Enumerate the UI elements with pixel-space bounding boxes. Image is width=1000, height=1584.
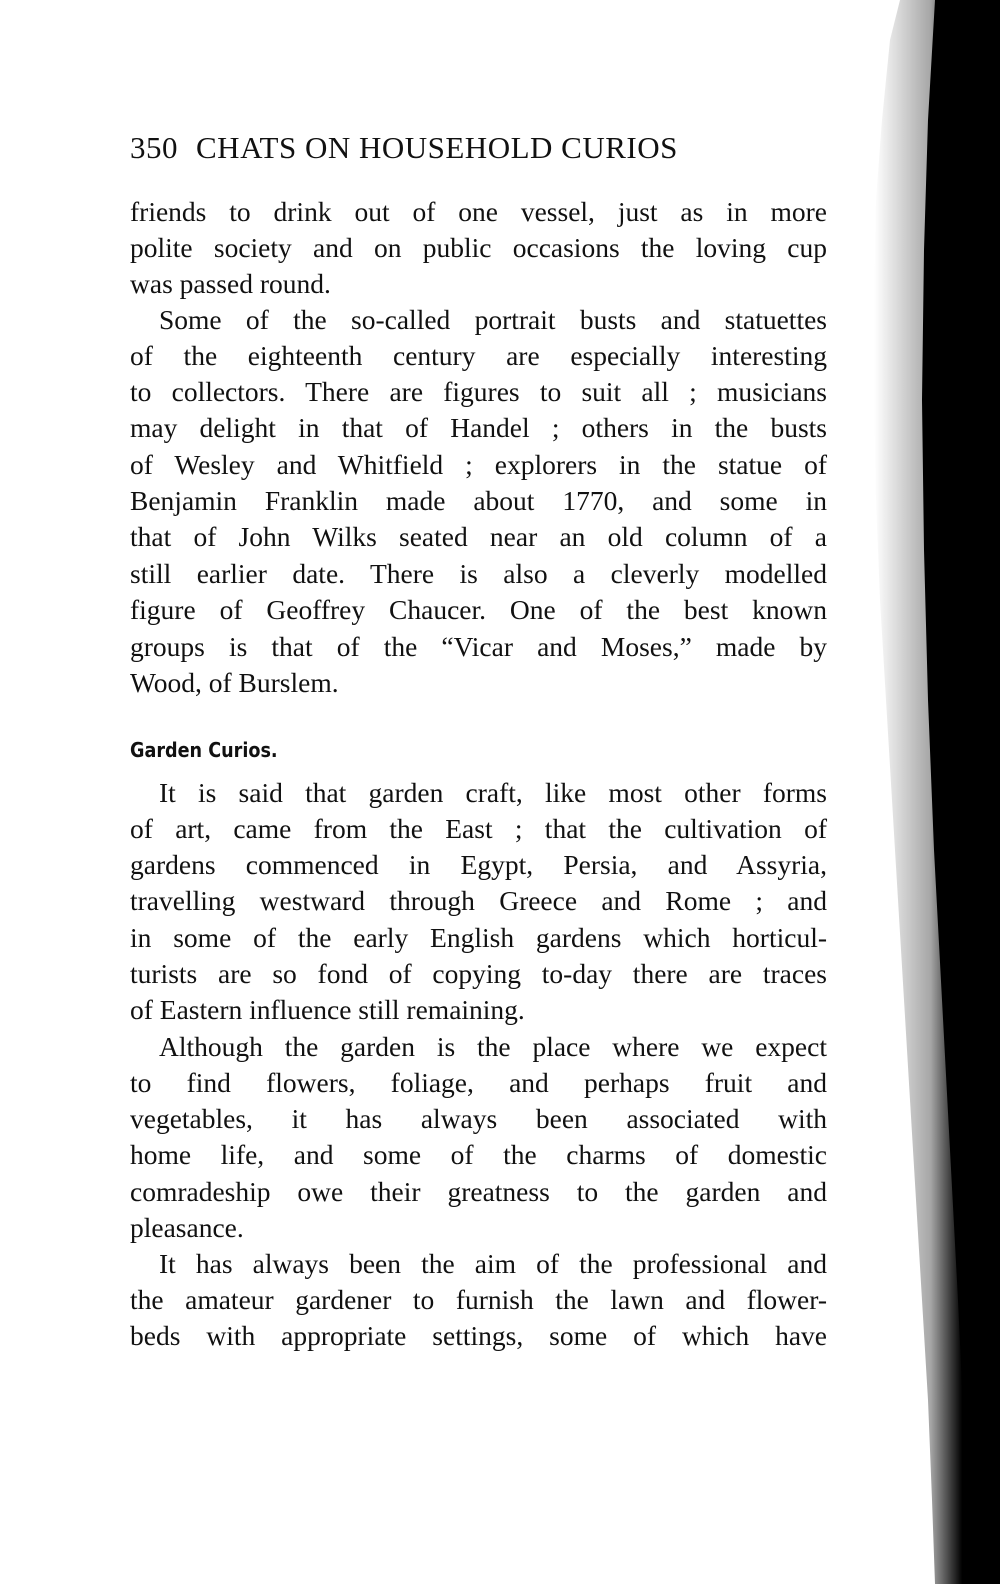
section-heading: Garden Curios.: [130, 738, 278, 762]
text-line: to find flowers, foliage, and perhaps fruit and: [130, 1067, 827, 1098]
text-line: the amateur gardener to furnish the lawn and flower-: [130, 1284, 827, 1315]
text-line: still earlier date. There is also a cleverly modelled: [130, 558, 827, 589]
running-head: [130, 128, 830, 168]
text-line: beds with appropriate settings, some of which have: [130, 1320, 827, 1351]
text-line: comradeship owe their greatness to the garden and: [130, 1176, 827, 1207]
text-line: in some of the early English gardens which horticul-: [130, 922, 827, 953]
text-line: Some of the so-called portrait busts and statuettes: [159, 304, 827, 335]
text-line: groups is that of the “Vicar and Moses,” made by: [130, 631, 827, 662]
text-line: of the eighteenth century are especially interesting: [130, 340, 827, 371]
text-line: of Wesley and Whitfield ; explorers in the statue of: [130, 449, 827, 480]
text-line: vegetables, it has always been associated with: [130, 1103, 827, 1134]
text-line: It is said that garden craft, like most other forms: [159, 777, 827, 808]
binding-shadow: [840, 0, 1000, 1584]
text-line: figure of Geoffrey Chaucer. One of the best known: [130, 594, 827, 625]
text-line: turists are so fond of copying to-day there are traces: [130, 958, 827, 989]
text-line: that of John Wilks seated near an old column of a: [130, 521, 827, 552]
text-line: Benjamin Franklin made about 1770, and some in: [130, 485, 827, 516]
text-line: may delight in that of Handel ; others in the busts: [130, 412, 827, 443]
running-title: CHATS ON HOUSEHOLD CURIOS: [196, 130, 678, 165]
text-line: to collectors. There are figures to suit all ; musicians: [130, 376, 827, 407]
text-line: of art, came from the East ; that the cultivation of: [130, 813, 827, 844]
text-line: pleasance.: [130, 1212, 244, 1243]
text-line: Wood, of Burslem.: [130, 667, 339, 698]
text-line: polite society and on public occasions the loving cup: [130, 232, 827, 263]
text-line: of Eastern influence still remaining.: [130, 994, 525, 1025]
text-line: It has always been the aim of the professional and: [159, 1248, 827, 1279]
text-line: Although the garden is the place where we expect: [159, 1031, 827, 1062]
page-number: 350: [130, 130, 178, 165]
text-line: was passed round.: [130, 268, 331, 299]
text-line: friends to drink out of one vessel, just as in more: [130, 196, 827, 227]
text-line: home life, and some of the charms of domestic: [130, 1139, 827, 1170]
text-line: travelling westward through Greece and Rome ; and: [130, 885, 827, 916]
text-line: gardens commenced in Egypt, Persia, and Assyria,: [130, 849, 827, 880]
